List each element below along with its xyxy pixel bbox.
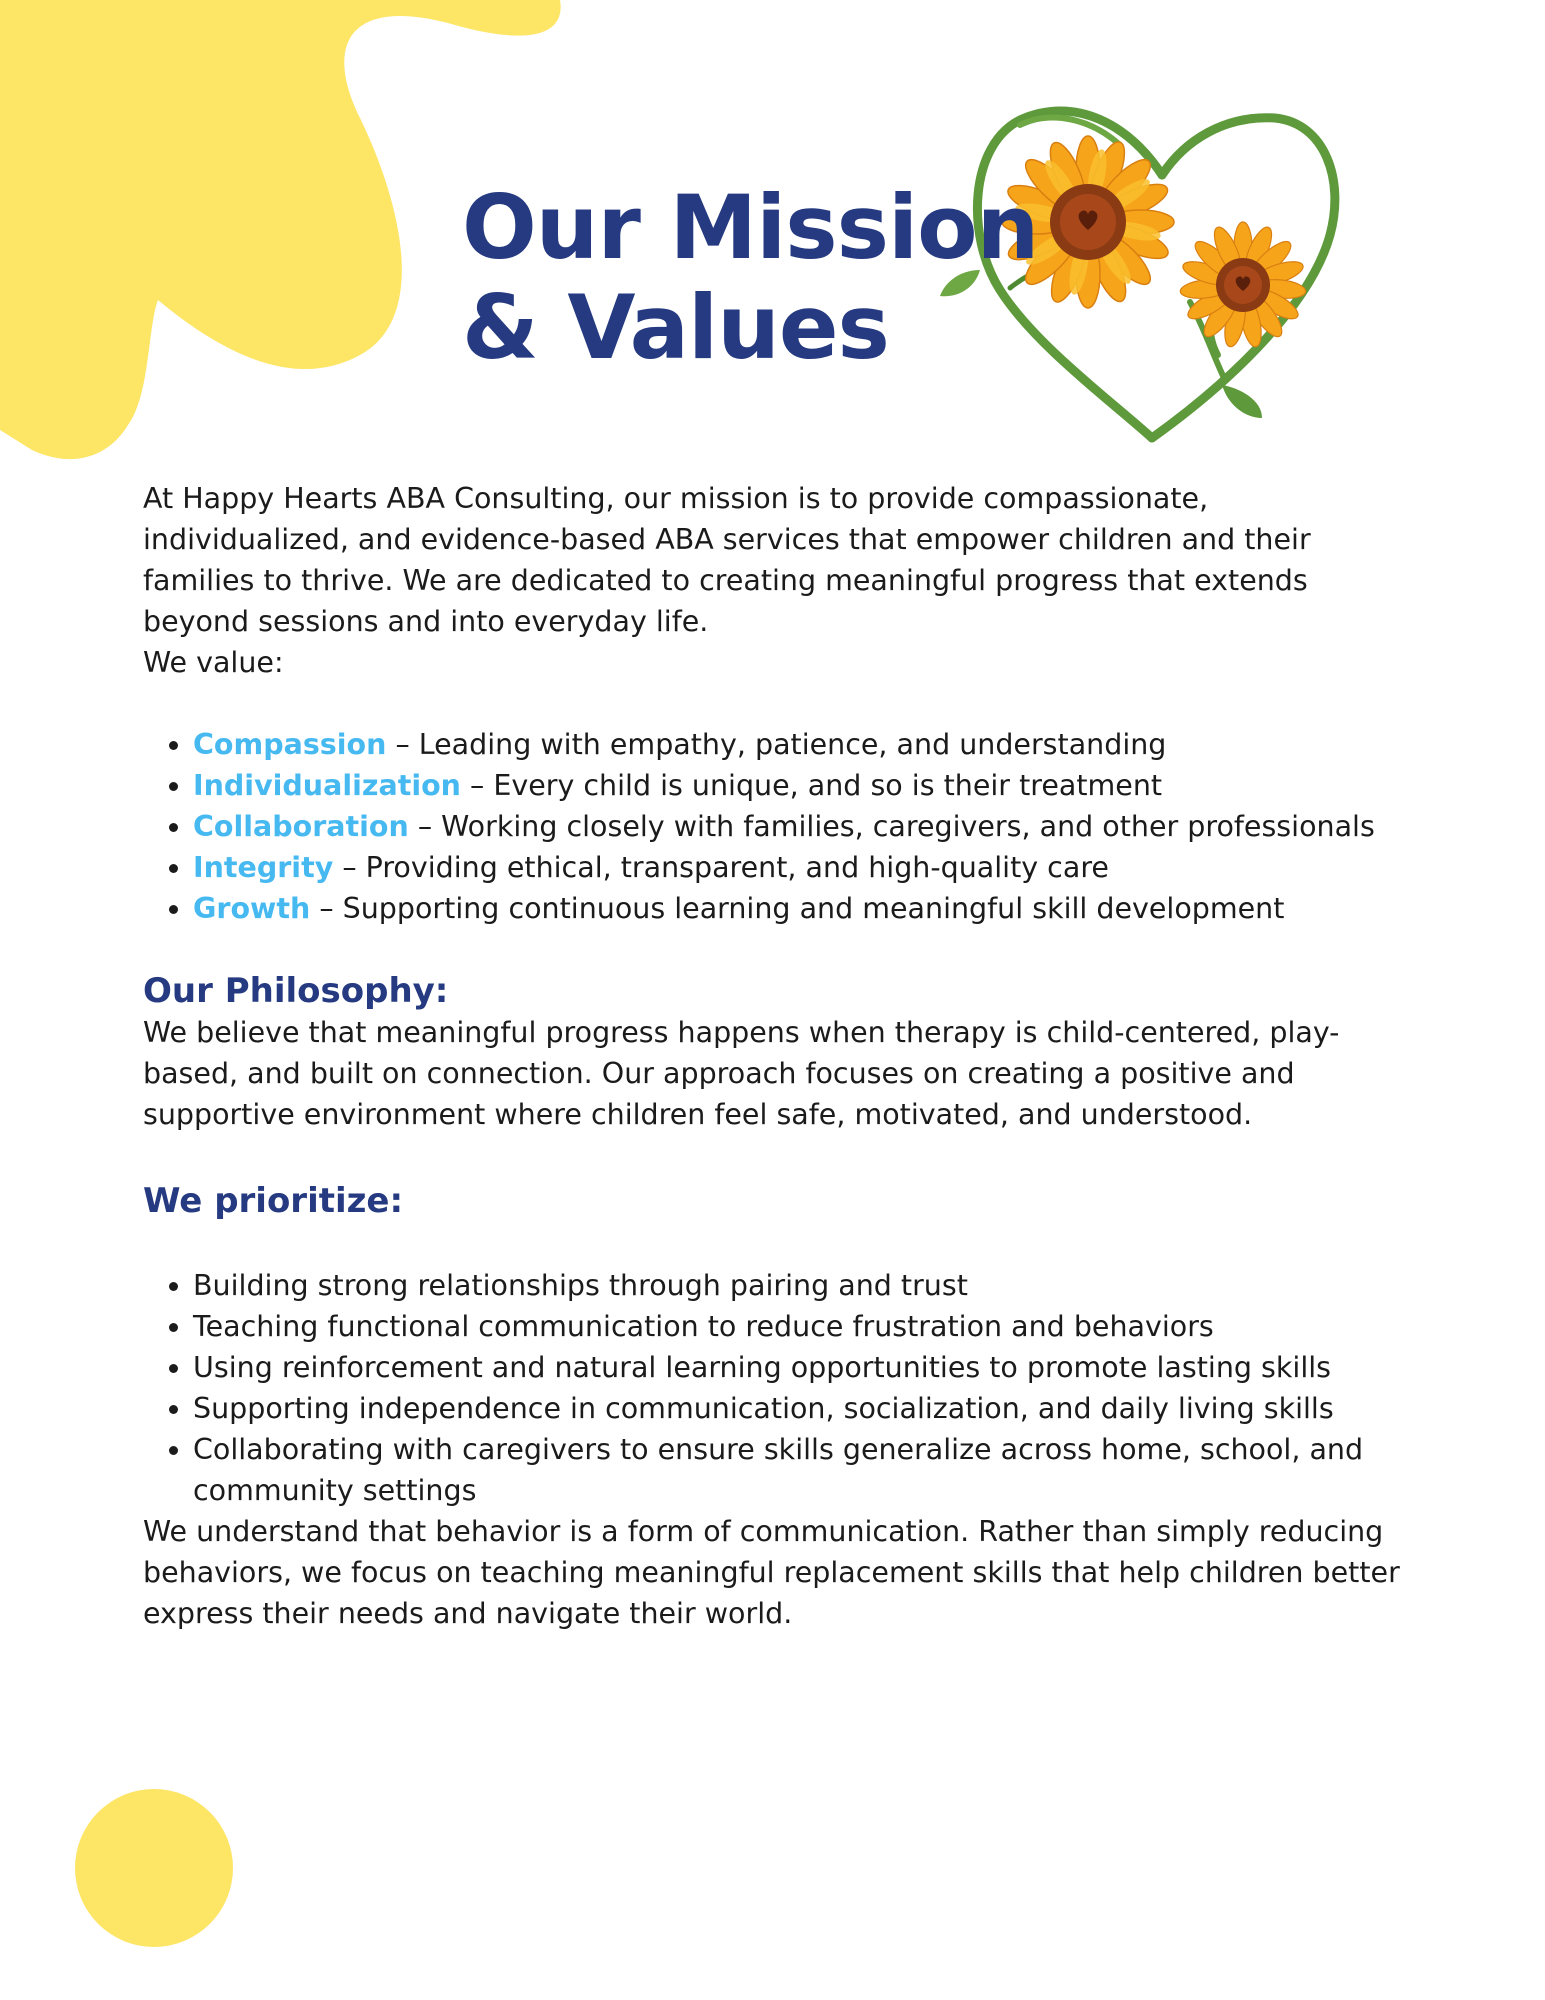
list-item <box>193 847 1403 888</box>
philosophy-paragraph: We believe that meaningful progress happens when therapy is child-centered, play-based, and built on connection. Our approach focuses on creating a positive and supportive environment where children feel safe, motivated, and understood. <box>143 1016 1340 1131</box>
closing-paragraph: We understand that behavior is a form of communication. Rather than simply reducing behaviors, we focus on teaching meaningful replacement skills that help children better express their needs and navigate their world. <box>143 1515 1400 1630</box>
page-title <box>462 178 1038 378</box>
title-line-2: & Values <box>462 276 889 379</box>
value-term: Individualization <box>193 769 461 802</box>
list-item <box>193 765 1403 806</box>
value-desc: – Every child is unique, and so is their treatment <box>460 769 1163 802</box>
values-lead: We value: <box>143 646 284 679</box>
philosophy-heading: Our Philosophy: <box>143 971 449 1011</box>
values-list <box>143 724 1403 929</box>
list-item: • Using reinforcement and natural learning opportunities to promote lasting skills <box>193 1347 1403 1388</box>
value-desc: – Leading with empathy, patience, and understanding <box>386 728 1167 761</box>
list-item <box>193 724 1403 765</box>
list-item: • Teaching functional communication to reduce frustration and behaviors <box>193 1306 1403 1347</box>
value-term: Compassion <box>193 728 387 761</box>
priorities-list <box>143 1265 1403 1511</box>
title-line-1: Our Mission <box>462 176 1039 279</box>
value-desc: – Supporting continuous learning and meaningful skill development <box>310 892 1285 925</box>
sunflower-small <box>1179 222 1306 348</box>
priorities-heading: We prioritize: <box>143 1181 404 1221</box>
list-item: • Building strong relationships through pairing and trust <box>193 1265 1403 1306</box>
list-item <box>193 888 1403 929</box>
value-desc: – Working closely with families, caregivers, and other professionals <box>408 810 1375 843</box>
value-desc: – Providing ethical, transparent, and high-quality care <box>333 851 1109 884</box>
main-content <box>143 478 1403 1634</box>
leaf <box>1222 385 1262 418</box>
value-term: Integrity <box>193 851 334 884</box>
list-item: • Supporting independence in communication, socialization, and daily living skills <box>193 1388 1403 1429</box>
value-term: Collaboration <box>193 810 409 843</box>
list-item: • Collaborating with caregivers to ensure skills generalize across home, school, and community settings <box>193 1429 1403 1511</box>
mission-paragraph: At Happy Hearts ABA Consulting, our mission is to provide compassionate, individualized, and evidence-based ABA services that empower children and their families to thrive. We are dedicated to creating meaningful progress that extends beyond sessions and into everyday life. <box>143 482 1311 638</box>
value-term: Growth <box>193 892 311 925</box>
list-item <box>193 806 1403 847</box>
